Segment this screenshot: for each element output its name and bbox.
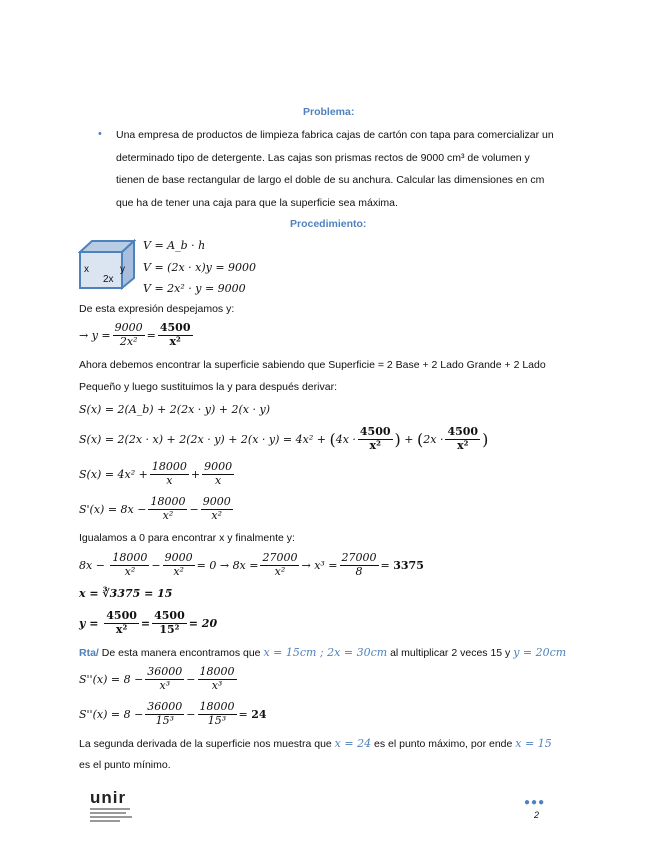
problem-line: Una empresa de productos de limpieza fabrica cajas de cartón con tapa para comercializar un <box>116 129 554 141</box>
eq-y-prefix: → y = <box>79 328 111 342</box>
text-despejamos: De esta expresión despejamos y: <box>79 303 235 315</box>
problem-line: tienen de base rectangular de largo el doble de su anchura. Calcular las dimensiones en cm <box>116 174 545 186</box>
dots-icon: ●●● <box>524 797 546 808</box>
eq-volume-2: V = (2x · x)y = 9000 <box>143 261 257 274</box>
rta-values-2: y = 20cm <box>513 646 567 659</box>
eq-s2-prefix: S(x) = 2(2x · x) + 2(2x · y) + 2(x · y) = 4x² + <box>79 432 326 446</box>
box-label-x: x <box>84 264 89 275</box>
rta-line <box>79 646 566 659</box>
conclusion-line-1 <box>79 737 552 750</box>
rta-text-2: al multiplicar 2 veces 15 y <box>390 647 511 659</box>
text-ahora-2: Pequeño y luego sustituimos la y para después derivar: <box>79 381 337 393</box>
unir-logo: unir <box>90 788 127 807</box>
conclusion-text-c: es el punto máximo, por ende <box>374 738 513 750</box>
eq-s3: S(x) = 4x² + $\frac{18000}{x}$ + $\frac{9000}{x}$ <box>79 460 233 487</box>
eq-s5: S''(x) = 8 − $\frac{36000}{\text{x³}}$ − $\frac{18000}{\text{x³}}$ <box>79 665 235 692</box>
eq-s4: S'(x) = 8x − $\frac{18000}{\text{x²}}$ − $\frac{9000}{\text{x²}}$ <box>79 495 231 522</box>
eq-s1: S(x) = 2(A_b) + 2(2x · y) + 2(x · y) <box>79 403 270 416</box>
eq-y-value: y = $\frac{4500}{\text{x²}}$ = $\frac{4500}{\text{15²}}$ = 20 <box>79 609 218 636</box>
eq-volume-1: V = A_b · h <box>143 239 206 252</box>
conclusion-line-2: es el punto mínimo. <box>79 759 171 771</box>
problem-line: determinado tipo de detergente. Las cajas son prismas rectos de 9000 cm³ de volumen y <box>116 151 530 164</box>
eq-s5-prefix: S''(x) = 8 − <box>79 672 144 686</box>
eq-s6-prefix: S''(x) = 8 − <box>79 707 144 721</box>
rta-text-1: De esta manera encontramos que <box>101 647 261 659</box>
eq-solve: 8x − $\frac{18000}{\text{x²}}$ − $\frac{9000}{\text{x²}}$ = 0 → 8x = $\frac{27000}{\text{x²}}$ → x³ = $\frac{27000}{8}$ = 3375 <box>79 551 424 578</box>
conclusion-value-min: x = 15 <box>515 737 552 750</box>
page-number: 2 <box>534 810 540 820</box>
eq-y: → y = $\frac{9000}{\text{2x²}}$ = $\frac{4500}{\text{x²}}$ <box>79 321 191 348</box>
problem-line: que ha de tener una caja para que la superficie sea máxima. <box>116 196 398 209</box>
problem-heading: Problema: <box>303 106 355 118</box>
procedure-heading: Procedimiento: <box>290 218 367 230</box>
bullet-icon: • <box>98 128 102 140</box>
eq-s2: S(x) = 2(2x · x) + 2(2x · y) + 2(x · y) = 4x² + ( 4x · $\frac{4500}{\text{x²}}$ ) + ( 2x · $\frac{4500}{\text{x²}}$ ) <box>79 425 489 452</box>
conclusion-value-max: x = 24 <box>334 737 372 750</box>
text-ahora-1: Ahora debemos encontrar la superficie sabiendo que Superficie = 2 Base + 2 Lado Grande + 2 Lado <box>79 359 546 371</box>
eq-s6: S''(x) = 8 − $\frac{36000}{\text{15³}}$ − $\frac{18000}{\text{15³}}$ = 24 <box>79 700 267 727</box>
eq-volume-3: V = 2x² · y = 9000 <box>143 282 246 295</box>
eq-s4-prefix: S'(x) = 8x − <box>79 502 147 516</box>
rta-values-1: x = 15cm ; 2x = 30cm <box>263 646 388 659</box>
box-label-base: 2x <box>103 274 114 285</box>
box-label-y: y <box>120 264 125 275</box>
rta-label: Rta/ <box>79 647 99 659</box>
logo-subtext-lines <box>90 806 134 824</box>
eq-s3-prefix: S(x) = 4x² + <box>79 467 148 481</box>
conclusion-text-a: La segunda derivada de la superficie nos muestra que <box>79 738 332 750</box>
text-igualamos: Igualamos a 0 para encontrar x y finalmente y: <box>79 532 295 544</box>
eq-x: x = ∛3375 = 15 <box>79 587 173 600</box>
problem-text <box>116 124 554 214</box>
